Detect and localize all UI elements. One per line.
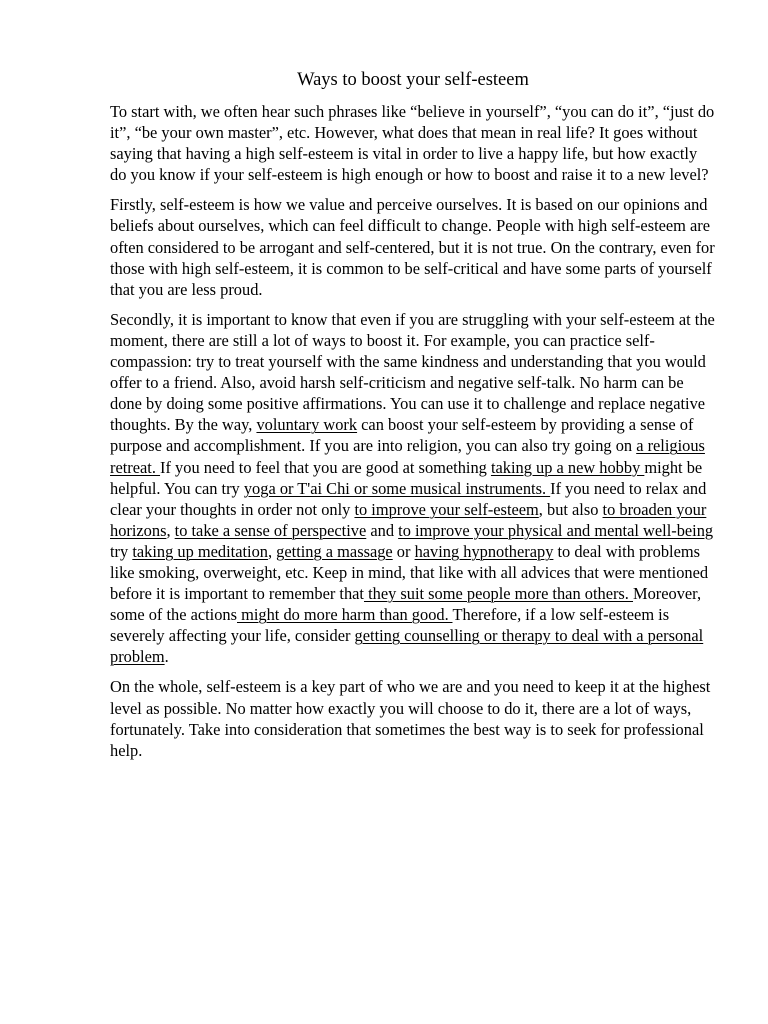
- hyperlink[interactable]: to improve your physical and mental well-being: [398, 520, 714, 540]
- hyperlink[interactable]: yoga or T'ai Chi or some musical instruments.: [243, 478, 551, 498]
- document-body: [110, 101, 716, 761]
- paragraph-text: ,: [267, 541, 277, 561]
- paragraph-text: On the whole, self-esteem is a key part of who we are and you need to keep it at the highest level as possible. No matter how exactly you will choose to do it, there are a lot of ways, fortunately. Take into consideration that sometimes the best way is to seek for professional help.: [110, 677, 711, 760]
- paragraph-2: [110, 194, 716, 299]
- paragraph-text: try: [110, 541, 133, 561]
- hyperlink[interactable]: taking up meditation: [132, 541, 268, 561]
- hyperlink[interactable]: getting counselling or therapy to deal with a personal problem: [110, 626, 704, 667]
- hyperlink[interactable]: to improve your self-esteem: [354, 499, 539, 519]
- paragraph-text: or: [392, 541, 415, 561]
- paragraph-text: Firstly, self-esteem is how we value and perceive ourselves. It is based on our opinions and beliefs about ourselves, which can feel difficult to change. People with high self-esteem are often considered to be arrogant and self-centered, but it is not true. On the contrary, even for those with high self-esteem, it is common to be self-critical and have some parts of yourself that you are less proud.: [110, 195, 715, 299]
- hyperlink[interactable]: to take a sense of perspective: [174, 520, 367, 540]
- paragraph-text: If you need to feel that you are good at something: [160, 457, 491, 477]
- paragraph-3: [110, 309, 716, 668]
- paragraph-1: [110, 101, 716, 185]
- hyperlink[interactable]: a religious retreat.: [110, 436, 705, 477]
- hyperlink[interactable]: they suit some people more than others.: [363, 584, 634, 604]
- hyperlink[interactable]: to broaden your horizons: [110, 499, 707, 540]
- paragraph-text: Therefore, if a low self-esteem is severely affecting your life, consider: [110, 605, 670, 646]
- hyperlink[interactable]: might do more harm than good.: [237, 605, 453, 625]
- hyperlink[interactable]: voluntary work: [256, 415, 358, 435]
- paragraph-text: Secondly, it is important to know that even if you are struggling with your self-esteem at the moment, there are still a lot of ways to boost it. For example, you can practice self-compassion: try to treat yourself with the same kindness and understanding that you would offer to a friend. Also, avoid harsh self-criticism and negative self-talk. No harm can be done by doing some positive affirmations. You can use it to challenge and replace negative thoughts. By the way,: [110, 309, 715, 435]
- paragraph-text: might be helpful. You can try: [110, 457, 703, 498]
- paragraph-text: , but also: [538, 499, 603, 519]
- hyperlink[interactable]: getting a massage: [276, 541, 393, 561]
- paragraph-text: To start with, we often hear such phrases like “believe in yourself”, “you can do it”, “just do it”, “be your own master”, etc. However, what does that mean in real life? It goes without saying that having a high self-esteem is vital in order to live a happy life, but how exactly do you know if your self-esteem is high enough or how to boost and raise it to a new level?: [110, 102, 715, 185]
- hyperlink[interactable]: taking up a new hobby: [490, 457, 645, 477]
- paragraph-text: .: [164, 647, 169, 667]
- paragraph-text: Moreover, some of the actions: [110, 584, 702, 625]
- paragraph-text: can boost your self-esteem by providing a sense of purpose and accomplishment. If you are into religion, you can also try going on: [110, 415, 694, 456]
- paragraph-text: If you need to relax and clear your thoughts in order not only: [110, 478, 707, 519]
- document-page: [110, 68, 716, 770]
- paragraph-4: [110, 676, 716, 760]
- paragraph-text: ,: [166, 520, 175, 540]
- paragraph-text: to deal with problems like smoking, overweight, etc. Keep in mind, that like with all advices that were mentioned before it is important to remember that: [110, 541, 709, 604]
- hyperlink[interactable]: having hypnotherapy: [414, 541, 554, 561]
- paragraph-text: and: [366, 520, 399, 540]
- document-title: Ways to boost your self-esteem: [297, 70, 529, 90]
